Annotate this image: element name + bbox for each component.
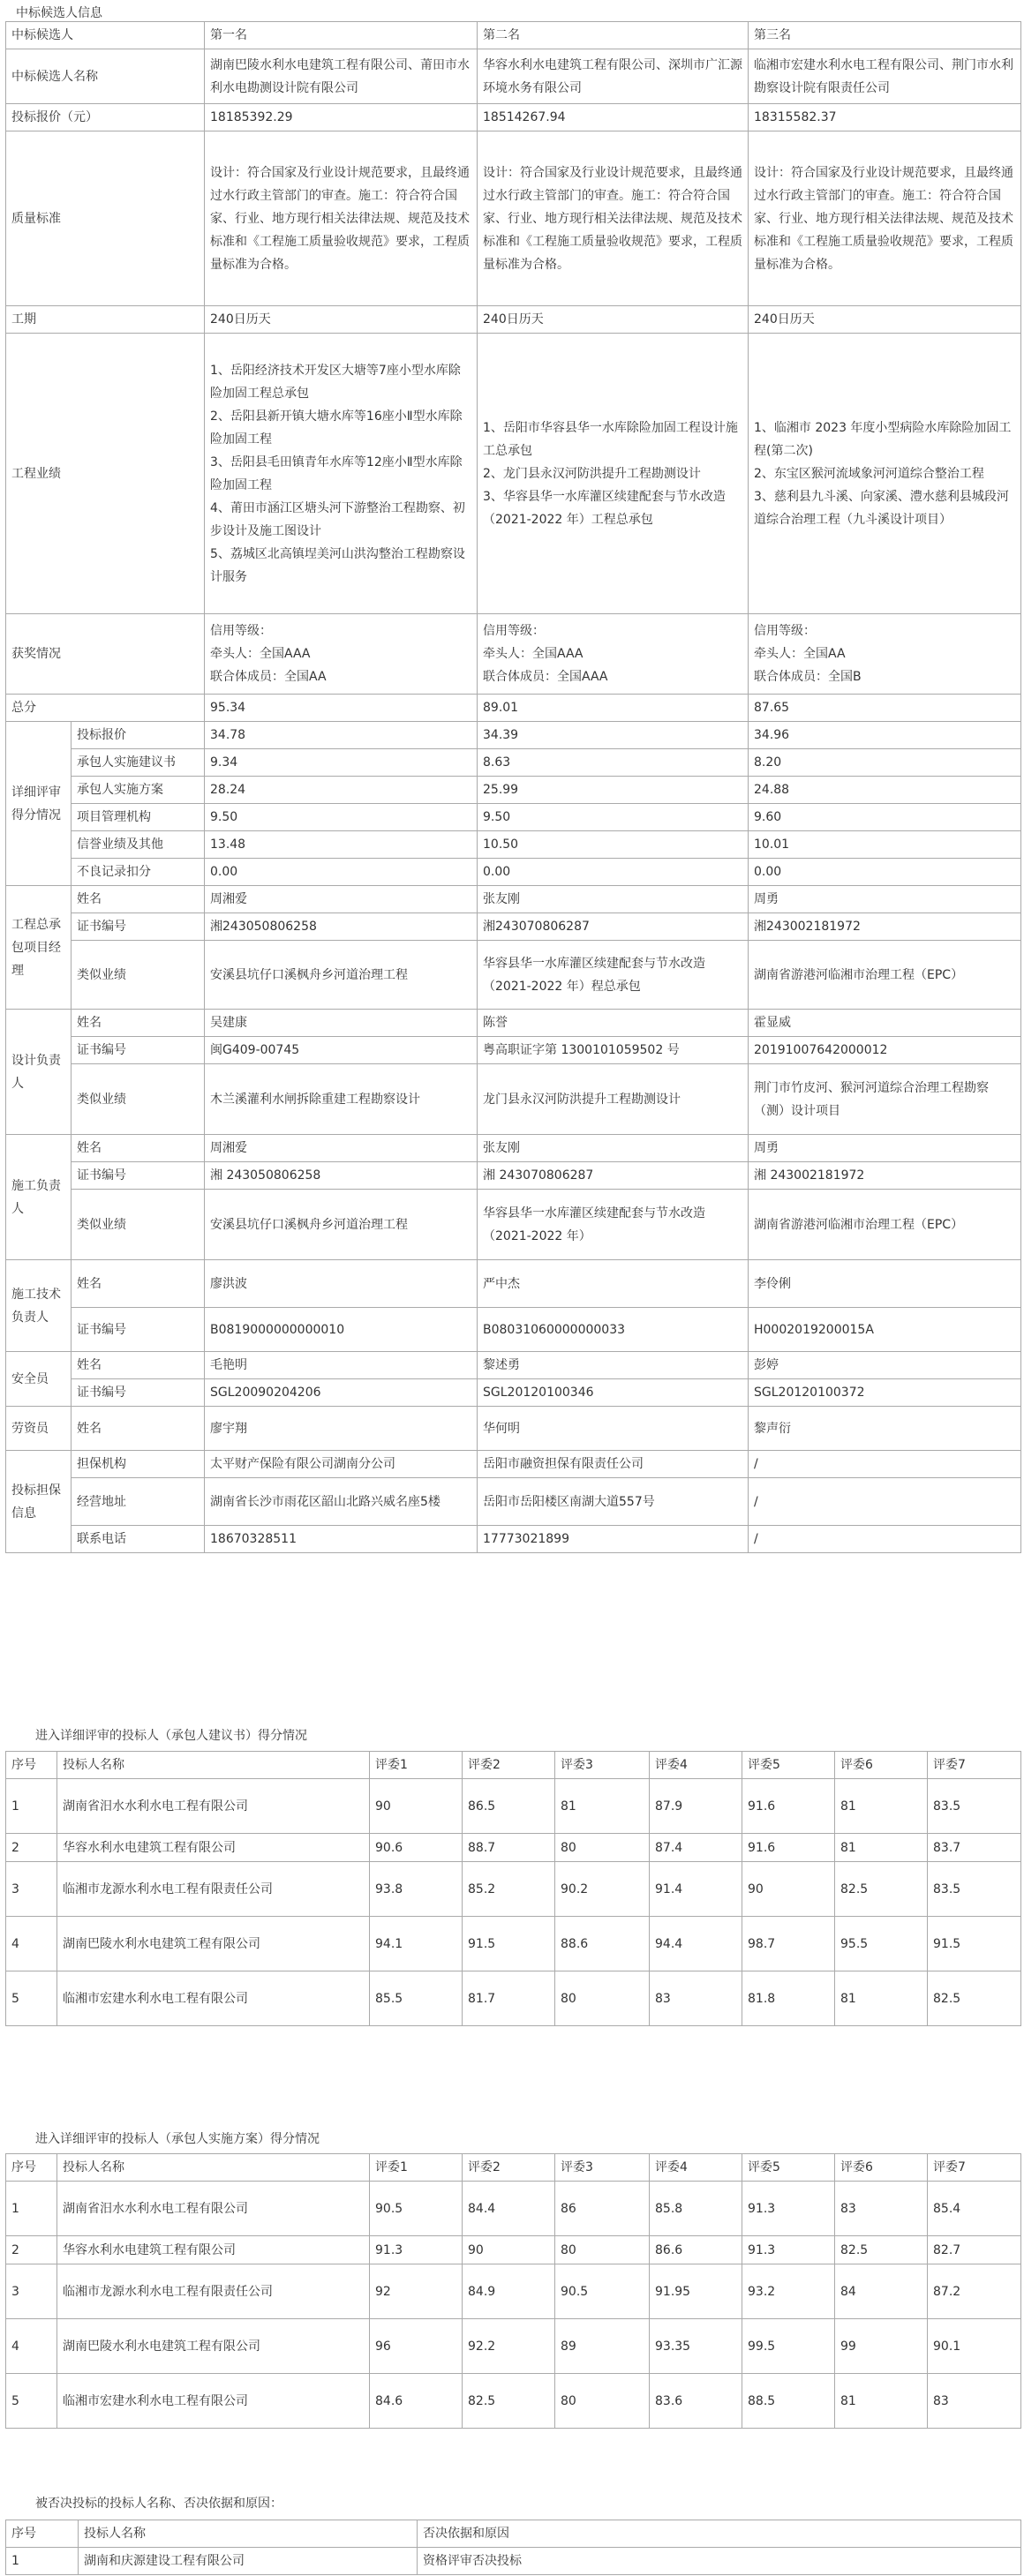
table-row — [6, 2264, 1021, 2319]
cell: 82.5 — [835, 1862, 928, 1917]
name-label: 中标候选人名称 — [6, 49, 205, 104]
cell: 81 — [835, 1779, 928, 1834]
safety-cert: SGL20090204206 — [205, 1379, 478, 1407]
cell: 5 — [6, 1971, 57, 2026]
cell: 华容水利水电建筑工程有限公司 — [57, 2236, 370, 2264]
safety-cert: SGL20120100372 — [749, 1379, 1021, 1407]
table-row — [6, 2374, 1021, 2429]
col-header: 评委3 — [555, 2154, 650, 2182]
detail-val: 0.00 — [749, 859, 1021, 886]
cell: 81.7 — [463, 1971, 555, 2026]
award-line: 联合体成员：全国AA — [210, 670, 327, 684]
cell: 90.2 — [555, 1862, 650, 1917]
perf-item: 5、荔城区北高镇埕美河山洪沟整治工程勘察设计服务 — [210, 546, 465, 584]
cell: 华容水利水电建筑工程有限公司 — [57, 1834, 370, 1862]
guar-addr-label: 经营地址 — [72, 1478, 205, 1526]
build-name: 张友刚 — [478, 1135, 749, 1162]
col-header: 评委3 — [555, 1752, 650, 1779]
guar-org: 太平财产保险有限公司湖南分公司 — [205, 1451, 478, 1478]
rejected-table — [5, 2520, 1021, 2575]
detail-row-label: 投标报价 — [72, 722, 205, 749]
tech-cert: B08031060000000033 — [478, 1308, 749, 1352]
detail-val: 9.50 — [205, 804, 478, 831]
cell: 3 — [6, 2264, 57, 2319]
winners-caption: 中标候选人信息 — [16, 6, 102, 20]
design-name-label: 姓名 — [72, 1010, 205, 1037]
tech-cert-label: 证书编号 — [72, 1308, 205, 1352]
detail-row-label: 承包人实施方案 — [72, 777, 205, 804]
design-cert: 粤高职证字第 1300101059502 号 — [478, 1037, 749, 1064]
pm-cert: 湘243002181972 — [749, 913, 1021, 941]
tech-name: 严中杰 — [478, 1260, 749, 1308]
cell: 83 — [835, 2182, 928, 2236]
col-header: 评委7 — [928, 2154, 1021, 2182]
detail-val: 8.20 — [749, 749, 1021, 777]
safety-name: 黎述勇 — [478, 1352, 749, 1379]
design-label: 设计负责人 — [6, 1010, 72, 1135]
period-label: 工期 — [6, 306, 205, 334]
price-1: 18185392.29 — [205, 104, 478, 131]
build-cert: 湘 243070806287 — [478, 1162, 749, 1190]
col-header: 评委7 — [928, 1752, 1021, 1779]
pm-perf: 华容县华一水库灌区续建配套与节水改造（2021-2022 年）程总承包 — [478, 941, 749, 1010]
cell: 80 — [555, 1834, 650, 1862]
detail-label: 详细评审得分情况 — [6, 722, 72, 886]
header-rank3: 第三名 — [749, 22, 1021, 49]
perf-item: 1、岳阳经济技术开发区大塘等7座小型水库除险加固工程总承包 — [210, 363, 461, 401]
detail-val: 9.60 — [749, 804, 1021, 831]
detail-row-label: 信誉业绩及其他 — [72, 831, 205, 859]
quality-2: 设计：符合国家及行业设计规范要求，且最终通过水行政主管部门的审查。施工：符合符合国家、行业、地方现行相关法律法规、规范及技术标准和《工程施工质量验收规范》要求，工程质量标准为合格。 — [478, 131, 749, 306]
safety-label: 安全员 — [6, 1352, 72, 1407]
quality-1: 设计：符合国家及行业设计规范要求，且最终通过水行政主管部门的审查。施工：符合符合国家、行业、地方现行相关法律法规、规范及技术标准和《工程施工质量验收规范》要求，工程质量标准为合格。 — [205, 131, 478, 306]
cell: 87.9 — [650, 1779, 742, 1834]
cell: 90.5 — [555, 2264, 650, 2319]
perf-label: 工程业绩 — [6, 334, 205, 614]
pm-name: 周勇 — [749, 886, 1021, 913]
cell: 91.95 — [650, 2264, 742, 2319]
col-header: 评委6 — [835, 2154, 928, 2182]
cell: 99.5 — [742, 2319, 835, 2374]
guar-phone-label: 联系电话 — [72, 1526, 205, 1553]
cell: 91.4 — [650, 1862, 742, 1917]
award-cell-2 — [478, 614, 749, 695]
cell: 83.7 — [928, 1834, 1021, 1862]
build-perf-label: 类似业绩 — [72, 1190, 205, 1260]
perf-item: 2、东宝区猴河流域象河河道综合整治工程 — [754, 466, 984, 481]
cell: 85.8 — [650, 2182, 742, 2236]
detail-val: 9.50 — [478, 804, 749, 831]
cell: 91.3 — [370, 2236, 463, 2264]
pm-cert-label: 证书编号 — [72, 913, 205, 941]
cell: 湖南和庆源建设工程有限公司 — [79, 2548, 418, 2575]
cell: 4 — [6, 1917, 57, 1971]
perf-cell-3 — [749, 334, 1021, 614]
design-cert: 闽G409-00745 — [205, 1037, 478, 1064]
col-header: 投标人名称 — [57, 1752, 370, 1779]
cell: 90.5 — [370, 2182, 463, 2236]
cell: 湖南省汨水水利水电工程有限公司 — [57, 1779, 370, 1834]
cell: 83 — [650, 1971, 742, 2026]
detail-val: 13.48 — [205, 831, 478, 859]
build-name: 周勇 — [749, 1135, 1021, 1162]
cell: 5 — [6, 2374, 57, 2429]
price-label: 投标报价（元） — [6, 104, 205, 131]
perf-item: 1、岳阳市华容县华一水库除险加固工程设计施工总承包 — [483, 420, 738, 458]
cell: 94.4 — [650, 1917, 742, 1971]
build-perf: 安溪县坑仔口溪枫舟乡河道治理工程 — [205, 1190, 478, 1260]
col-header: 评委4 — [650, 1752, 742, 1779]
pm-perf: 湖南省游港河临湘市治理工程（EPC） — [749, 941, 1021, 1010]
cell: 86 — [555, 2182, 650, 2236]
cell: 99 — [835, 2319, 928, 2374]
pm-name: 张友刚 — [478, 886, 749, 913]
perf-item: 2、岳阳县新开镇大塘水库等16座小Ⅱ型水库除险加固工程 — [210, 409, 463, 447]
total-label: 总分 — [6, 695, 205, 722]
cell: 87.4 — [650, 1834, 742, 1862]
detail-val: 10.50 — [478, 831, 749, 859]
award-line: 牵头人：全国AAA — [483, 647, 584, 661]
detail-val: 0.00 — [478, 859, 749, 886]
cell: 91.5 — [928, 1917, 1021, 1971]
cell: 87.2 — [928, 2264, 1021, 2319]
cell: 86.5 — [463, 1779, 555, 1834]
build-label: 施工负责人 — [6, 1135, 72, 1260]
detail-row-label: 承包人实施建议书 — [72, 749, 205, 777]
design-perf: 木兰溪灌利水闸拆除重建工程勘察设计 — [205, 1064, 478, 1135]
cell: 80 — [555, 1971, 650, 2026]
col-header: 序号 — [6, 2154, 57, 2182]
safety-cert: SGL20120100346 — [478, 1379, 749, 1407]
tech-name: 李伶俐 — [749, 1260, 1021, 1308]
award-line: 牵头人：全国AA — [754, 647, 846, 661]
period-1: 240日历天 — [205, 306, 478, 334]
award-line: 信用等级： — [210, 624, 272, 638]
col-header: 评委1 — [370, 2154, 463, 2182]
table-row — [6, 1834, 1021, 1862]
cell: 93.35 — [650, 2319, 742, 2374]
cell: 83.5 — [928, 1862, 1021, 1917]
cell: 88.5 — [742, 2374, 835, 2429]
cell: 81 — [835, 1971, 928, 2026]
table-row — [6, 2236, 1021, 2264]
perf-item: 3、华容县华一水库灌区续建配套与节水改造（2021-2022 年）工程总承包 — [483, 489, 726, 527]
total-1: 95.34 — [205, 695, 478, 722]
col-header: 投标人名称 — [57, 2154, 370, 2182]
cell: 95.5 — [835, 1917, 928, 1971]
cell: 临湘市宏建水利水电工程有限公司 — [57, 2374, 370, 2429]
candidate-name-3: 临湘市宏建水利水电工程有限公司、荆门市水利勘察设计院有限责任公司 — [749, 49, 1021, 104]
period-2: 240日历天 — [478, 306, 749, 334]
cell: 91.3 — [742, 2182, 835, 2236]
cell: 91.5 — [463, 1917, 555, 1971]
design-name: 吴建康 — [205, 1010, 478, 1037]
cell: 92.2 — [463, 2319, 555, 2374]
cell: 91.6 — [742, 1834, 835, 1862]
cell: 85.2 — [463, 1862, 555, 1917]
cell: 93.8 — [370, 1862, 463, 1917]
tech-label: 施工技术负责人 — [6, 1260, 72, 1352]
pm-cert: 湘243050806258 — [205, 913, 478, 941]
cell: 85.5 — [370, 1971, 463, 2026]
total-3: 87.65 — [749, 695, 1021, 722]
header-candidate: 中标候选人 — [6, 22, 205, 49]
col-header: 评委1 — [370, 1752, 463, 1779]
cell: 98.7 — [742, 1917, 835, 1971]
cell: 82.5 — [463, 2374, 555, 2429]
award-line: 牵头人：全国AAA — [210, 647, 311, 661]
guar-addr: / — [749, 1478, 1021, 1526]
safety-name-label: 姓名 — [72, 1352, 205, 1379]
col-header: 评委2 — [463, 1752, 555, 1779]
perf-item: 3、慈利县九斗溪、向家溪、澧水慈利县城段河道综合治理工程（九斗溪设计项目） — [754, 489, 1009, 527]
cell: 92 — [370, 2264, 463, 2319]
cell: 82.5 — [835, 2236, 928, 2264]
col-header: 评委6 — [835, 1752, 928, 1779]
cell: 84 — [835, 2264, 928, 2319]
build-name-label: 姓名 — [72, 1135, 205, 1162]
cell: 91.6 — [742, 1779, 835, 1834]
table-row — [6, 2319, 1021, 2374]
cell: 4 — [6, 2319, 57, 2374]
quality-3: 设计：符合国家及行业设计规范要求，且最终通过水行政主管部门的审查。施工：符合符合国家、行业、地方现行相关法律法规、规范及技术标准和《工程施工质量验收规范》要求，工程质量标准为合格。 — [749, 131, 1021, 306]
col-header: 投标人名称 — [79, 2520, 418, 2548]
detail-val: 34.39 — [478, 722, 749, 749]
award-line: 信用等级： — [483, 624, 545, 638]
labor-label: 劳资员 — [6, 1407, 72, 1451]
cell: 90 — [370, 1779, 463, 1834]
table-row — [6, 2548, 1021, 2575]
tech-cert: B0819000000000010 — [205, 1308, 478, 1352]
col-header: 序号 — [6, 1752, 57, 1779]
cell: 96 — [370, 2319, 463, 2374]
guar-org-label: 担保机构 — [72, 1451, 205, 1478]
pm-name-label: 姓名 — [72, 886, 205, 913]
cell: 88.7 — [463, 1834, 555, 1862]
quality-label: 质量标准 — [6, 131, 205, 306]
price-2: 18514267.94 — [478, 104, 749, 131]
build-name: 周湘爱 — [205, 1135, 478, 1162]
winners-table — [5, 21, 1021, 1553]
safety-name: 毛艳明 — [205, 1352, 478, 1379]
header-rank2: 第二名 — [478, 22, 749, 49]
award-label: 获奖情况 — [6, 614, 205, 695]
guar-addr: 岳阳市岳阳楼区南湖大道557号 — [478, 1478, 749, 1526]
build-cert: 湘 243050806258 — [205, 1162, 478, 1190]
perf-item: 3、岳阳县毛田镇青年水库等12座小Ⅱ型水库除险加固工程 — [210, 454, 463, 492]
tech-name: 廖洪波 — [205, 1260, 478, 1308]
detail-row-label: 不良记录扣分 — [72, 859, 205, 886]
cell: 83.6 — [650, 2374, 742, 2429]
cell: 湖南巴陵水利水电建筑工程有限公司 — [57, 1917, 370, 1971]
design-cert-label: 证书编号 — [72, 1037, 205, 1064]
design-cert: 20191007642000012 — [749, 1037, 1021, 1064]
table-row — [6, 1862, 1021, 1917]
guar-phone: / — [749, 1526, 1021, 1553]
cell: 93.2 — [742, 2264, 835, 2319]
price-3: 18315582.37 — [749, 104, 1021, 131]
detail-val: 25.99 — [478, 777, 749, 804]
col-header: 评委5 — [742, 1752, 835, 1779]
header-rank1: 第一名 — [205, 22, 478, 49]
cell: 1 — [6, 2182, 57, 2236]
period-3: 240日历天 — [749, 306, 1021, 334]
cell: 82.7 — [928, 2236, 1021, 2264]
col-header: 序号 — [6, 2520, 79, 2548]
cell: 83 — [928, 2374, 1021, 2429]
cell: 81.8 — [742, 1971, 835, 2026]
guar-phone: 18670328511 — [205, 1526, 478, 1553]
scores1-table — [5, 1751, 1021, 2026]
table-row — [6, 2182, 1021, 2236]
build-cert: 湘 243002181972 — [749, 1162, 1021, 1190]
table-row — [6, 1917, 1021, 1971]
cell: 湖南省汨水水利水电工程有限公司 — [57, 2182, 370, 2236]
detail-val: 34.96 — [749, 722, 1021, 749]
safety-name: 彭婷 — [749, 1352, 1021, 1379]
perf-item: 2、龙门县永汉河防洪提升工程勘测设计 — [483, 466, 701, 481]
cell: 资格评审否决投标 — [418, 2548, 1021, 2575]
cell: 91.3 — [742, 2236, 835, 2264]
pm-name: 周湘爱 — [205, 886, 478, 913]
award-line: 联合体成员：全国B — [754, 670, 862, 684]
cell: 89 — [555, 2319, 650, 2374]
guar-org: / — [749, 1451, 1021, 1478]
pm-cert: 湘243070806287 — [478, 913, 749, 941]
perf-item: 1、临湘市 2023 年度小型病险水库除险加固工程(第二次) — [754, 420, 1012, 458]
cell: 90.1 — [928, 2319, 1021, 2374]
cell: 80 — [555, 2236, 650, 2264]
cell: 84.6 — [370, 2374, 463, 2429]
cell: 80 — [555, 2374, 650, 2429]
pm-label: 工程总承包项目经理 — [6, 886, 72, 1010]
cell: 1 — [6, 1779, 57, 1834]
pm-perf: 安溪县坑仔口溪枫舟乡河道治理工程 — [205, 941, 478, 1010]
detail-val: 10.01 — [749, 831, 1021, 859]
cell: 临湘市龙源水利水电工程有限责任公司 — [57, 1862, 370, 1917]
perf-cell-1 — [205, 334, 478, 614]
cell: 3 — [6, 1862, 57, 1917]
design-name: 陈誉 — [478, 1010, 749, 1037]
tech-cert: H0002019200015A — [749, 1308, 1021, 1352]
build-perf: 湖南省游港河临湘市治理工程（EPC） — [749, 1190, 1021, 1260]
total-2: 89.01 — [478, 695, 749, 722]
scores1-caption: 进入详细评审的投标人（承包人建议书）得分情况 — [35, 1729, 307, 1743]
cell: 94.1 — [370, 1917, 463, 1971]
detail-val: 0.00 — [205, 859, 478, 886]
col-header: 评委4 — [650, 2154, 742, 2182]
pm-perf-label: 类似业绩 — [72, 941, 205, 1010]
cell: 2 — [6, 1834, 57, 1862]
cell: 临湘市龙源水利水电工程有限责任公司 — [57, 2264, 370, 2319]
detail-val: 28.24 — [205, 777, 478, 804]
detail-val: 24.88 — [749, 777, 1021, 804]
design-perf: 荆门市竹皮河、猴河河道综合治理工程勘察（测）设计项目 — [749, 1064, 1021, 1135]
cell: 81 — [835, 2374, 928, 2429]
labor-name: 廖宇翔 — [205, 1407, 478, 1451]
detail-val: 8.63 — [478, 749, 749, 777]
guar-addr: 湖南省长沙市雨花区韶山北路兴威名座5楼 — [205, 1478, 478, 1526]
col-header: 评委2 — [463, 2154, 555, 2182]
perf-item: 4、莆田市涵江区塘头河下游整治工程勘察、初步设计及施工图设计 — [210, 500, 465, 538]
cell: 81 — [835, 1834, 928, 1862]
detail-row-label: 项目管理机构 — [72, 804, 205, 831]
award-cell-1 — [205, 614, 478, 695]
candidate-name-2: 华容水利水电建筑工程有限公司、深圳市广汇源环境水务有限公司 — [478, 49, 749, 104]
cell: 83.5 — [928, 1779, 1021, 1834]
scores2-table — [5, 2153, 1021, 2429]
cell: 90.6 — [370, 1834, 463, 1862]
cell: 88.6 — [555, 1917, 650, 1971]
scores2-caption: 进入详细评审的投标人（承包人实施方案）得分情况 — [35, 2132, 320, 2146]
table-row — [6, 1971, 1021, 2026]
cell: 84.4 — [463, 2182, 555, 2236]
candidate-name-1: 湖南巴陵水利水电建筑工程有限公司、莆田市水利水电勘测设计院有限公司 — [205, 49, 478, 104]
design-name: 霍显威 — [749, 1010, 1021, 1037]
cell: 85.4 — [928, 2182, 1021, 2236]
safety-cert-label: 证书编号 — [72, 1379, 205, 1407]
detail-val: 34.78 — [205, 722, 478, 749]
award-cell-3 — [749, 614, 1021, 695]
cell: 82.5 — [928, 1971, 1021, 2026]
detail-val: 9.34 — [205, 749, 478, 777]
award-line: 联合体成员：全国AAA — [483, 670, 608, 684]
design-perf-label: 类似业绩 — [72, 1064, 205, 1135]
cell: 90 — [742, 1862, 835, 1917]
col-header: 否决依据和原因 — [418, 2520, 1021, 2548]
labor-name: 黎声衍 — [749, 1407, 1021, 1451]
guar-phone: 17773021899 — [478, 1526, 749, 1553]
build-cert-label: 证书编号 — [72, 1162, 205, 1190]
guar-label: 投标担保信息 — [6, 1451, 72, 1553]
design-perf: 龙门县永汉河防洪提升工程勘测设计 — [478, 1064, 749, 1135]
build-perf: 华容县华一水库灌区续建配套与节水改造（2021-2022 年） — [478, 1190, 749, 1260]
cell: 临湘市宏建水利水电工程有限公司 — [57, 1971, 370, 2026]
cell: 湖南巴陵水利水电建筑工程有限公司 — [57, 2319, 370, 2374]
cell: 90 — [463, 2236, 555, 2264]
cell: 2 — [6, 2236, 57, 2264]
labor-name: 华何明 — [478, 1407, 749, 1451]
cell: 1 — [6, 2548, 79, 2575]
guar-org: 岳阳市融资担保有限责任公司 — [478, 1451, 749, 1478]
tech-name-label: 姓名 — [72, 1260, 205, 1308]
labor-name-label: 姓名 — [72, 1407, 205, 1451]
cell: 81 — [555, 1779, 650, 1834]
rejected-caption: 被否决投标的投标人名称、否决依据和原因： — [35, 2497, 282, 2511]
table-row — [6, 1779, 1021, 1834]
perf-cell-2 — [478, 334, 749, 614]
cell: 84.9 — [463, 2264, 555, 2319]
award-line: 信用等级： — [754, 624, 816, 638]
cell: 86.6 — [650, 2236, 742, 2264]
col-header: 评委5 — [742, 2154, 835, 2182]
